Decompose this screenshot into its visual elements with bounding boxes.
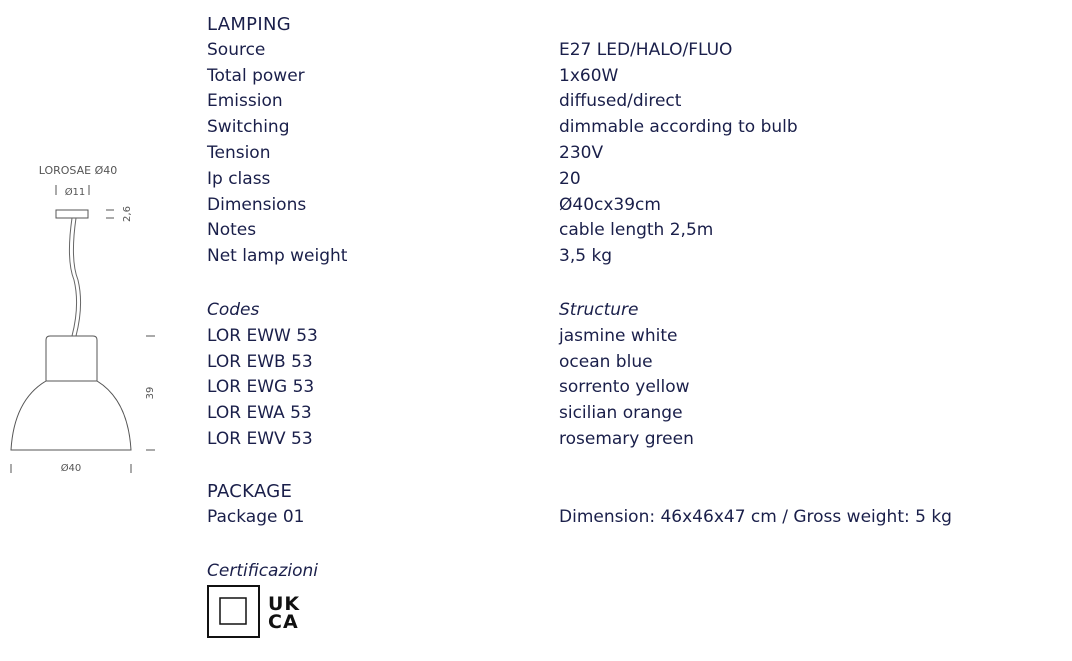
spec-label: Total power [207, 65, 305, 86]
spec-row-ip-class [207, 167, 1067, 193]
spec-value: 230V [559, 142, 604, 163]
model-label: LOROSAE Ø40 [38, 164, 118, 177]
structure-color: jasmine white [559, 325, 678, 346]
suspension-cable [69, 218, 76, 336]
canopy-dim-label: Ø11 [64, 187, 86, 198]
spec-row-dimensions [207, 193, 1067, 219]
certification-icons [207, 585, 307, 645]
codes-header: Codes [207, 299, 260, 320]
lamp-shade [11, 381, 131, 450]
section-spacer [207, 453, 1067, 479]
spec-label: Notes [207, 220, 257, 241]
code-row [207, 324, 1067, 350]
spec-label: Emission [207, 91, 283, 112]
spec-row-total-power [207, 64, 1067, 90]
package-value: Dimension: 46x46x47 cm / Gross weight: 5 kg [559, 506, 952, 527]
spec-value: dimmable according to bulb [559, 117, 798, 138]
spec-row-tension [207, 141, 1067, 167]
spec-value: 1x60W [559, 65, 619, 86]
code-row [207, 427, 1067, 453]
spec-label: Net lamp weight [207, 246, 348, 267]
structure-color: rosemary green [559, 428, 694, 449]
structure-color: sicilian orange [559, 403, 683, 424]
structure-color: ocean blue [559, 351, 653, 372]
canopy-height-label: 2,6 [122, 206, 133, 222]
shade-height-label: 39 [145, 386, 156, 400]
product-code: LOR EWG 53 [207, 377, 315, 398]
ukca-mark-icon [268, 593, 300, 633]
lamp-neck [46, 336, 97, 381]
code-row [207, 375, 1067, 401]
spec-sheet [207, 12, 1067, 530]
structure-color: sorrento yellow [559, 377, 690, 398]
spec-value: diffused/direct [559, 91, 682, 112]
product-code: LOR EWW 53 [207, 325, 318, 346]
shade-diameter-label: Ø40 [60, 463, 82, 474]
certifications-title: Certificazioni [207, 561, 318, 581]
codes-header-row [207, 298, 1067, 324]
spec-label: Source [207, 39, 266, 60]
spec-label: Dimensions [207, 194, 307, 215]
spec-row-source [207, 38, 1067, 64]
code-row [207, 401, 1067, 427]
spec-value: cable length 2,5m [559, 220, 714, 241]
ukca-line-1: UK [268, 593, 301, 615]
product-code: LOR EWV 53 [207, 428, 313, 449]
ukca-line-2: CA [268, 611, 299, 633]
structure-header: Structure [559, 299, 639, 320]
package-title: PACKAGE [207, 480, 293, 502]
spec-value: E27 LED/HALO/FLUO [559, 39, 733, 60]
package-row [207, 505, 1067, 531]
spec-label: Tension [207, 142, 271, 163]
package-label: Package 01 [207, 506, 305, 527]
lamping-title: LAMPING [207, 14, 291, 35]
product-code: LOR EWA 53 [207, 403, 312, 424]
canopy [56, 210, 88, 218]
spec-label: Switching [207, 117, 290, 138]
spec-row-notes [207, 218, 1067, 244]
product-code: LOR EWB 53 [207, 351, 313, 372]
spec-row-switching [207, 115, 1067, 141]
suspension-cable-2 [73, 218, 80, 336]
lamp-technical-drawing [0, 150, 180, 490]
spec-value: Ø40cx39cm [559, 194, 661, 215]
class-ii-double-square-icon [208, 586, 259, 637]
spec-value: 20 [559, 168, 581, 189]
spec-value: 3,5 kg [559, 246, 613, 267]
section-spacer [207, 270, 1067, 298]
code-row [207, 350, 1067, 376]
spec-label: Ip class [207, 168, 271, 189]
spec-row-emission [207, 89, 1067, 115]
spec-row-net-weight [207, 244, 1067, 270]
